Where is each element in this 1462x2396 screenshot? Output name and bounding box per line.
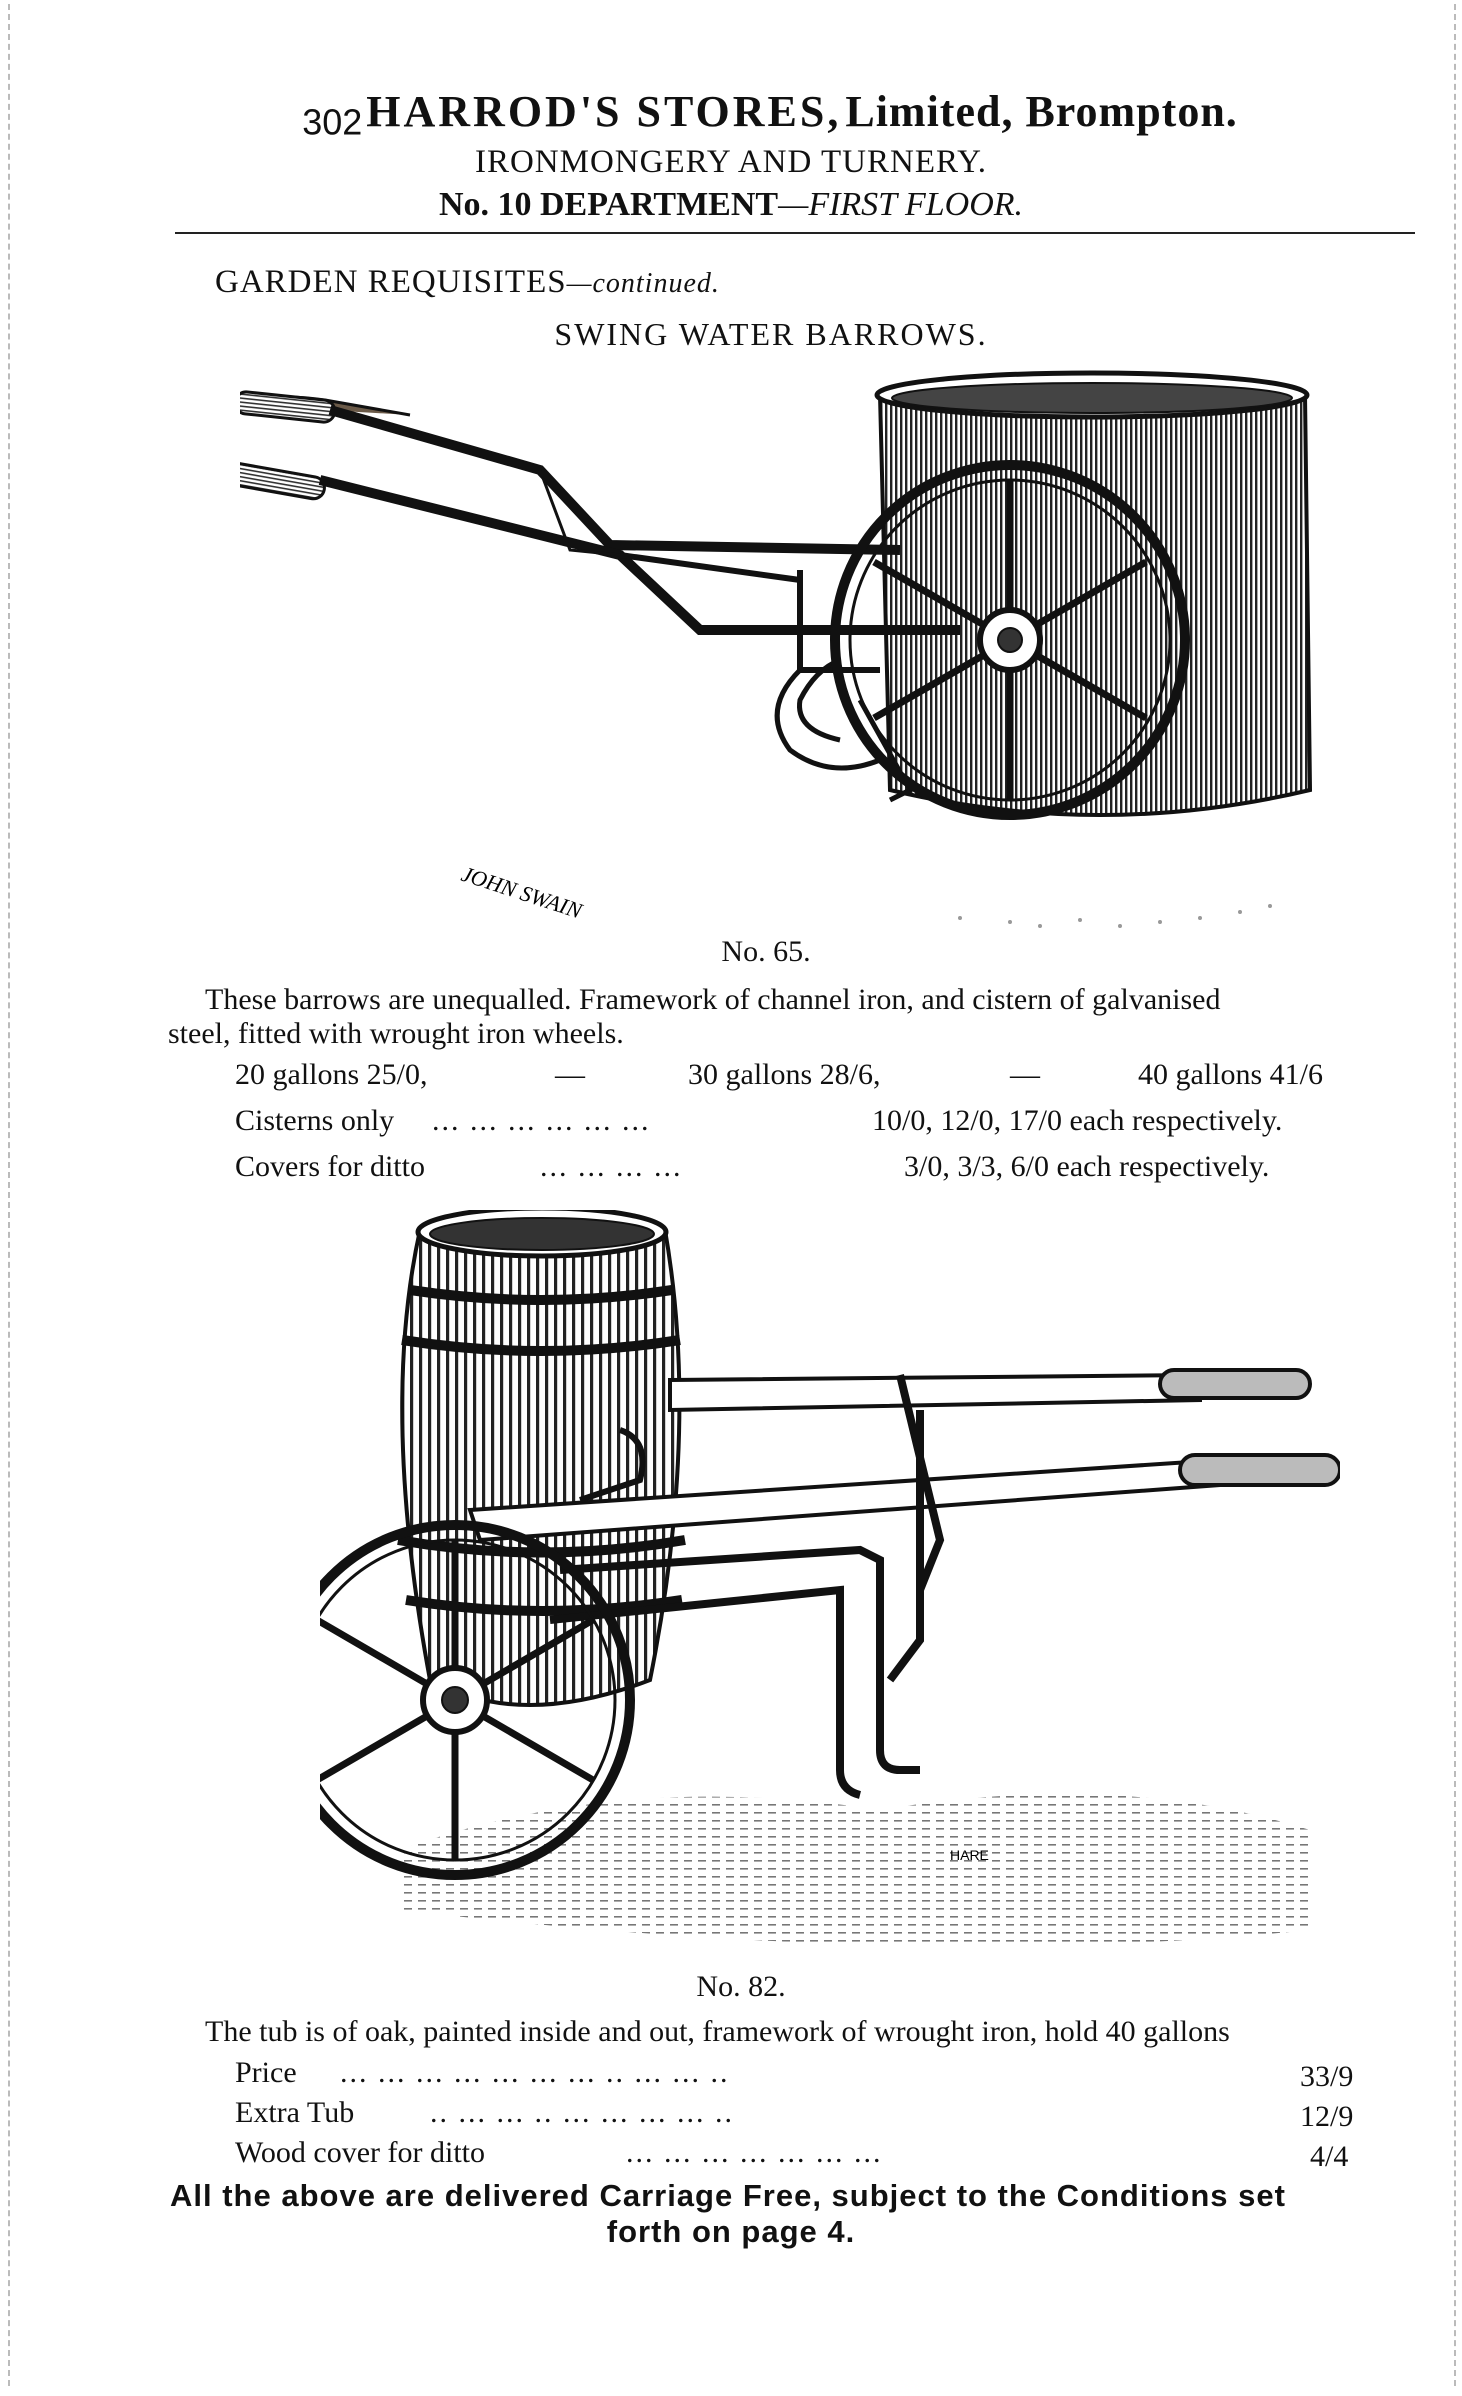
cisterns-price: 10/0, 12/0, 17/0 each respectively. <box>872 1104 1283 1137</box>
covers-price: 3/0, 3/3, 6/0 each respectively. <box>904 1150 1270 1183</box>
cisterns-leader-dots: ... ... ... ... ... ... <box>432 1104 651 1137</box>
extra-tub-value: 12/9 <box>1300 2100 1354 2133</box>
price-label: Price <box>235 2056 297 2089</box>
price-30-gallons: 30 gallons 28/6, <box>688 1058 881 1091</box>
barrow-frame <box>240 391 960 800</box>
covers-leader-dots: ... ... ... ... <box>540 1150 683 1183</box>
price-value: 33/9 <box>1300 2060 1354 2093</box>
wood-cover-leader-dots: ... ... ... ... ... ... ... <box>626 2136 883 2169</box>
page-header <box>150 86 1390 143</box>
ground-shadow <box>400 1794 1310 1946</box>
extra-tub-label: Extra Tub <box>235 2096 355 2129</box>
department-number: No. 10 DEPARTMENT <box>438 186 779 223</box>
cisterns-label: Cisterns only <box>235 1104 395 1137</box>
caption-no-82: No. 82. <box>696 1970 786 2003</box>
description-65-line1: These barrows are unequalled. Framework of channel iron, and cistern of galvanised <box>205 983 1221 1016</box>
description-82: The tub is of oak, painted inside and out, framework of wrought iron, hold 40 gallons <box>205 2015 1230 2048</box>
engraver-signature-82: HARE <box>950 1847 989 1863</box>
price-leader-dots: ... ... ... ... ... ... ... .. ... ... .. <box>340 2056 730 2089</box>
description-65-line2: steel, fitted with wrought iron wheels. <box>168 1017 624 1050</box>
caption-no-65: No. 65. <box>721 935 811 968</box>
barrow-65-illustration <box>240 370 1360 940</box>
delivery-note-line2: forth on page 4. <box>606 2214 856 2249</box>
covers-label: Covers for ditto <box>235 1150 425 1183</box>
price-separator-1: — <box>555 1058 585 1091</box>
section-title <box>215 264 720 301</box>
price-40-gallons: 40 gallons 41/6 <box>1138 1058 1323 1091</box>
wood-cover-value: 4/4 <box>1310 2140 1349 2173</box>
page-number: 302 <box>302 101 363 143</box>
department-floor: FIRST FLOOR. <box>808 186 1024 223</box>
store-suffix: Limited, Brompton. <box>845 87 1238 136</box>
extra-tub-leader-dots: .. ... ... .. ... ... ... ... .. <box>430 2096 734 2129</box>
header-rule <box>175 232 1415 234</box>
price-20-gallons: 20 gallons 25/0, <box>235 1058 428 1091</box>
department-number-line: No. 10 DEPARTMENT—FIRST FLOOR. <box>438 186 1024 223</box>
wood-cover-label: Wood cover for ditto <box>235 2136 486 2169</box>
department-line: IRONMONGERY AND TURNERY. <box>474 144 988 180</box>
section-subtitle: SWING WATER BARROWS. <box>554 316 988 352</box>
section-continued: —continued. <box>566 268 720 299</box>
engraver-signature-65: JOHN SWAIN <box>458 860 586 924</box>
store-name: HARROD'S STORES, <box>366 87 842 136</box>
barrow-82-illustration <box>320 1210 1340 1970</box>
price-separator-2: — <box>1010 1058 1040 1091</box>
section-name: GARDEN REQUISITES <box>215 264 567 300</box>
delivery-note-line1: All the above are delivered Carriage Free, subject to the Conditions set <box>170 2178 1286 2213</box>
